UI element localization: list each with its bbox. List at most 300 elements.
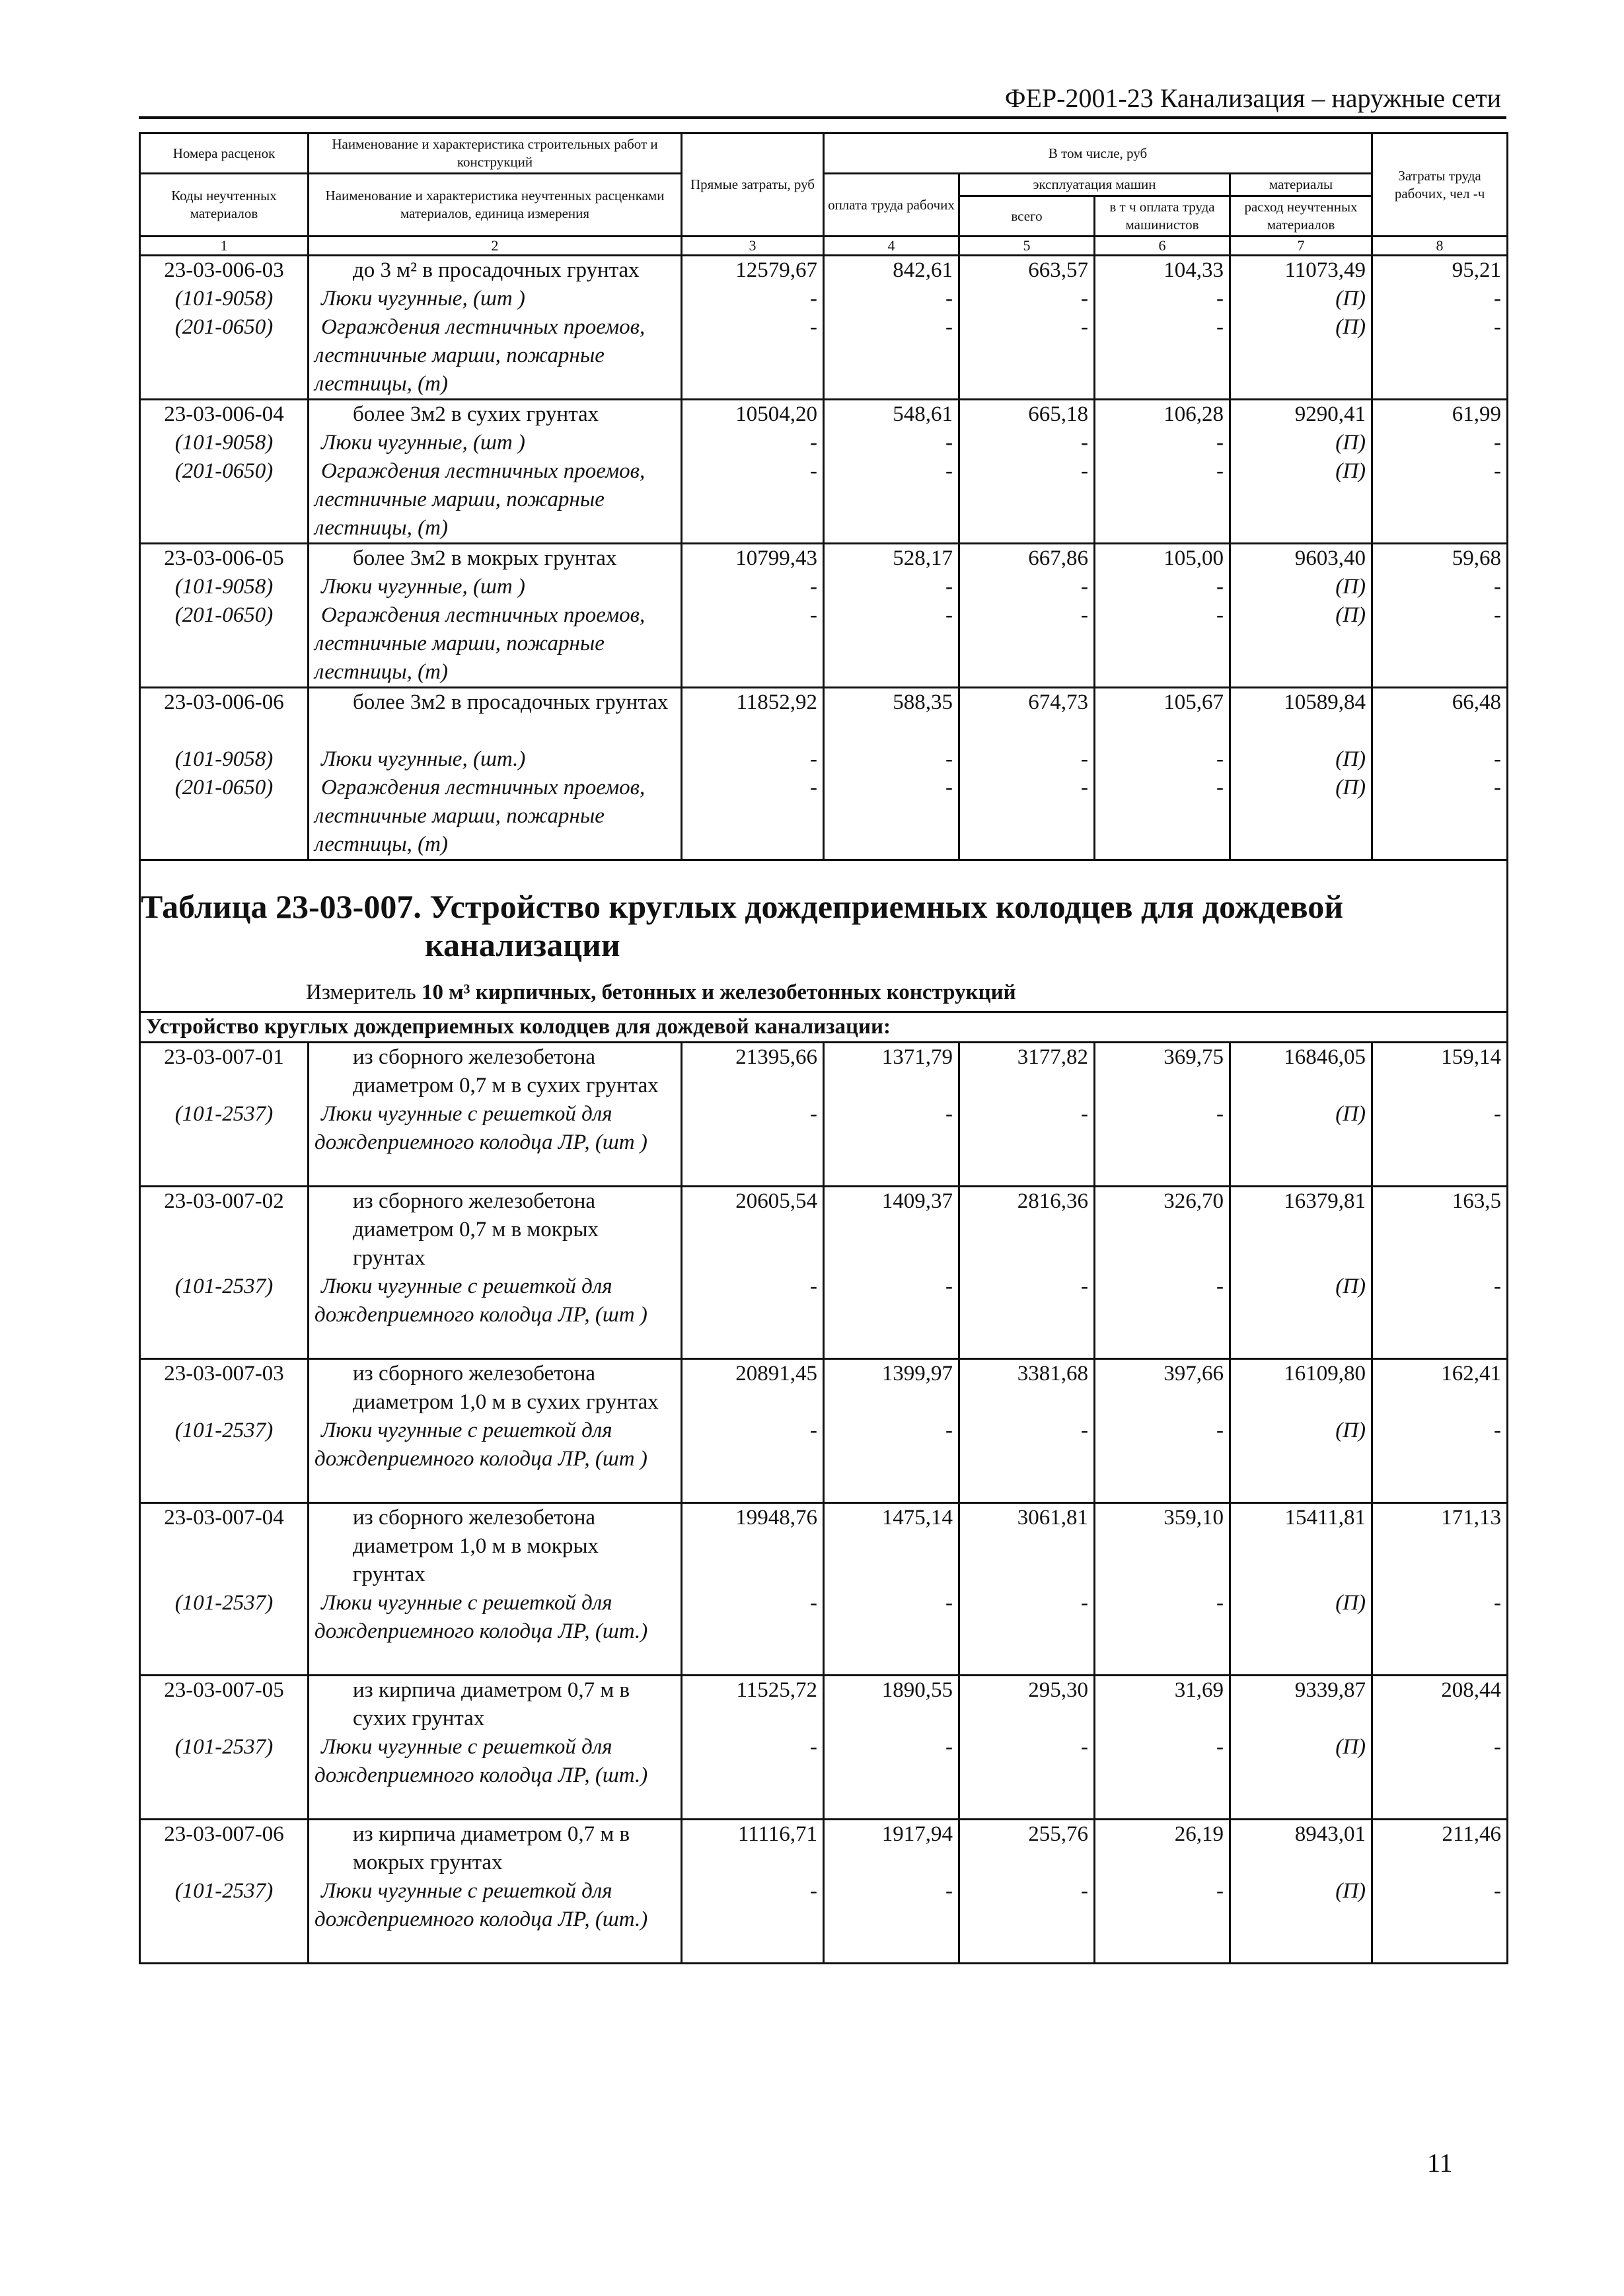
material-value: - (810, 1275, 817, 1298)
rate-code-cell (140, 688, 309, 860)
header-wages: оплата труда рабочих (824, 174, 959, 237)
column-numbers-row (140, 237, 1508, 256)
rate-value-cell (1372, 1820, 1508, 1964)
material-value: - (1494, 1735, 1502, 1759)
rate-value-cell (1230, 1187, 1372, 1359)
header-machine-ops: эксплуатация машин (959, 174, 1230, 196)
material-value: - (1216, 603, 1224, 627)
material-value: - (1494, 459, 1502, 483)
material-code: (101-9058) (174, 747, 274, 771)
header-mat-consumption: расход неучтенных материалов (1230, 196, 1372, 237)
table-title (141, 861, 1506, 964)
material-value: - (810, 1419, 817, 1442)
material-value: - (1081, 1591, 1088, 1615)
page-number: 11 (1427, 2148, 1453, 2178)
rate-value-cell (1095, 1820, 1230, 1964)
rate-name-cell (309, 544, 682, 688)
measure-text: 10 м³ кирпичных, бетонных и железобетонных конструкций (421, 981, 1016, 1004)
material-value: - (945, 315, 953, 339)
rate-value-cell (1095, 400, 1230, 544)
rate-value-cell (824, 1820, 959, 1964)
table-title-row (140, 860, 1508, 1012)
rate-value-cell (959, 1043, 1095, 1187)
rate-name: более 3м2 в просадочных грунтах (353, 690, 669, 714)
rate-value-cell (682, 1676, 824, 1820)
rate-value-cell (682, 1187, 824, 1359)
material-value: (П) (1335, 1735, 1366, 1759)
rate-value: 2816,36 (1017, 1189, 1088, 1213)
rate-value: 66,48 (1452, 690, 1502, 714)
rate-value: 171,13 (1441, 1506, 1502, 1530)
rate-value: 21395,66 (735, 1045, 817, 1069)
material-code: (101-2537) (174, 1275, 274, 1298)
material-value: - (1216, 315, 1224, 339)
header-rate-no: Номера расценок (140, 133, 309, 174)
header-direct-costs: Прямые затраты, руб (682, 133, 824, 237)
rate-value-cell (824, 544, 959, 688)
column-number: 4 (824, 237, 959, 256)
material-value: - (1216, 287, 1224, 311)
material-value: - (1494, 431, 1502, 455)
rate-value-cell (824, 688, 959, 860)
rate-code-cell (140, 1187, 309, 1359)
rate-value: 528,17 (893, 546, 953, 570)
material-name: Люки чугунные, (шт.) (321, 747, 526, 771)
material-value: - (945, 1591, 953, 1615)
rate-value-cell (1095, 1676, 1230, 1820)
rate-value: 10504,20 (735, 402, 817, 426)
rate-value: 104,33 (1163, 258, 1224, 282)
material-value: (П) (1335, 575, 1366, 599)
rate-value-cell (1372, 256, 1508, 400)
material-value: - (945, 603, 953, 627)
rate-name: из кирпича диаметром 0,7 м в сухих грунтах (353, 1678, 630, 1730)
rate-code-cell (140, 1503, 309, 1676)
table-row (140, 1043, 1508, 1187)
rate-value-cell (1230, 1043, 1372, 1187)
material-value: (П) (1335, 1591, 1366, 1615)
table-title-line2: канализации (425, 926, 620, 963)
material-value: - (1494, 287, 1502, 311)
material-value: - (1081, 1419, 1088, 1442)
material-value: - (1494, 1275, 1502, 1298)
rate-value: 163,5 (1452, 1189, 1502, 1213)
table-row (140, 1187, 1508, 1359)
material-value: - (810, 1102, 817, 1126)
material-value: - (810, 747, 817, 771)
material-code: (201-0650) (174, 315, 274, 339)
column-number: 3 (682, 237, 824, 256)
rate-name: из сборного железобетона диаметром 1,0 м в сухих грунтах (353, 1362, 659, 1414)
material-value: - (1494, 1419, 1502, 1442)
rate-value-cell (682, 1359, 824, 1503)
rate-value: 159,14 (1441, 1045, 1502, 1069)
rate-value: 665,18 (1028, 402, 1088, 426)
material-value: (П) (1335, 431, 1366, 455)
rate-value: 3381,68 (1017, 1362, 1088, 1386)
material-code: (101-9058) (174, 431, 274, 455)
rate-name-cell (309, 1503, 682, 1676)
material-value: - (1081, 1735, 1088, 1759)
material-value: - (1216, 575, 1224, 599)
material-value: - (1216, 1102, 1224, 1126)
rate-value: 208,44 (1441, 1678, 1502, 1702)
rate-value: 9290,41 (1294, 402, 1366, 426)
rate-value: 1890,55 (881, 1678, 953, 1702)
table-row (140, 1820, 1508, 1964)
material-name: Ограждения лестничных проемов, лестничные марши, пожарные лестницы, (т) (314, 459, 646, 540)
rate-value-cell (824, 1359, 959, 1503)
material-name: Люки чугунные с решеткой для дождеприемного колодца ЛР, (шт.) (314, 1735, 648, 1787)
rate-code-cell (140, 400, 309, 544)
rate-value-cell (1095, 688, 1230, 860)
section-title-row (140, 1012, 1508, 1043)
material-name: Люки чугунные, (шт ) (321, 287, 525, 311)
rate-value-cell (959, 1187, 1095, 1359)
rate-code: 23-03-007-04 (164, 1506, 284, 1530)
rate-value-cell (1230, 1503, 1372, 1676)
material-value: (П) (1335, 603, 1366, 627)
table-row (140, 1503, 1508, 1676)
measure-prefix: Измеритель (306, 981, 416, 1004)
rate-value: 20891,45 (735, 1362, 817, 1386)
material-value: (П) (1335, 747, 1366, 771)
material-value: (П) (1335, 776, 1366, 799)
rate-code-cell (140, 544, 309, 688)
material-value: - (1081, 1879, 1088, 1903)
rate-value: 11852,92 (736, 690, 817, 714)
rate-value-cell (1230, 1820, 1372, 1964)
rate-value: 16379,81 (1284, 1189, 1366, 1213)
measure-line (141, 964, 1506, 1011)
rate-name-cell (309, 400, 682, 544)
rate-value: 9339,87 (1294, 1678, 1366, 1702)
material-value: - (945, 1102, 953, 1126)
rate-code: 23-03-006-04 (164, 402, 284, 426)
material-name: Люки чугунные с решеткой для дождеприемного колодца ЛР, (шт.) (314, 1591, 648, 1643)
material-value: - (1216, 1275, 1224, 1298)
material-value: - (1081, 431, 1088, 455)
page-header-title: ФЕР-2001-23 Канализация – наружные сети (1004, 83, 1501, 113)
rate-value: 663,57 (1028, 258, 1088, 282)
rate-value-cell (1372, 400, 1508, 544)
rate-value: 255,76 (1028, 1822, 1088, 1846)
rate-value: 1917,94 (881, 1822, 953, 1846)
rate-value: 588,35 (893, 690, 953, 714)
material-value: - (1216, 1419, 1224, 1442)
rate-value-cell (1095, 1043, 1230, 1187)
rate-value-cell (1095, 544, 1230, 688)
rate-value-cell (1372, 688, 1508, 860)
rate-name: из сборного железобетона диаметром 1,0 м в мокрых грунтах (353, 1506, 599, 1586)
table-title-line1: Таблица 23-03-007. Устройство круглых дождеприемных колодцев для дождевой (141, 888, 1344, 925)
material-code: (201-0650) (174, 459, 274, 483)
material-value: - (1494, 776, 1502, 799)
rate-code-cell (140, 1676, 309, 1820)
material-code: (101-9058) (174, 287, 274, 311)
rate-value: 61,99 (1452, 402, 1502, 426)
table-row (140, 400, 1508, 544)
rate-value-cell (1095, 1187, 1230, 1359)
material-value: (П) (1335, 1419, 1366, 1442)
rate-name-cell (309, 1820, 682, 1964)
material-value: - (810, 776, 817, 799)
rate-name-cell (309, 256, 682, 400)
rate-code: 23-03-007-05 (164, 1678, 284, 1702)
material-name: Люки чугунные с решеткой для дождеприемного колодца ЛР, (шт ) (314, 1419, 647, 1471)
material-value: - (1216, 1735, 1224, 1759)
rate-code-cell (140, 1820, 309, 1964)
rate-value-cell (1230, 544, 1372, 688)
material-name: Ограждения лестничных проемов, лестничные марши, пожарные лестницы, (т) (314, 603, 646, 684)
rate-name-cell (309, 1043, 682, 1187)
rate-value-cell (1372, 1187, 1508, 1359)
rate-value-cell (1372, 544, 1508, 688)
page-header (139, 78, 1506, 119)
rate-value: 16109,80 (1284, 1362, 1366, 1386)
material-value: - (1081, 575, 1088, 599)
rate-value-cell (824, 400, 959, 544)
rate-value: 842,61 (893, 258, 953, 282)
material-value: - (945, 776, 953, 799)
header-name2: Наименование и характеристика неучтенных расценками материалов, единица измерения (309, 174, 682, 237)
rate-value: 59,68 (1452, 546, 1502, 570)
column-number: 5 (959, 237, 1095, 256)
rate-value: 674,73 (1028, 690, 1088, 714)
material-code: (201-0650) (174, 603, 274, 627)
rate-value: 11073,49 (1284, 258, 1366, 282)
rate-value: 667,86 (1028, 546, 1088, 570)
material-name: Ограждения лестничных проемов, лестничные марши, пожарные лестницы, (т) (314, 315, 646, 396)
material-value: - (810, 315, 817, 339)
rate-value-cell (1372, 1043, 1508, 1187)
material-value: - (1494, 575, 1502, 599)
rate-value-cell (1372, 1503, 1508, 1676)
material-value: - (1081, 1102, 1088, 1126)
material-value: - (1081, 603, 1088, 627)
rate-value: 369,75 (1163, 1045, 1224, 1069)
material-name: Люки чугунные с решеткой для дождеприемного колодца ЛР, (шт ) (314, 1275, 647, 1327)
rate-value: 162,41 (1441, 1362, 1502, 1386)
table-row (140, 1359, 1508, 1503)
rate-value-cell (959, 1676, 1095, 1820)
rate-value: 16846,05 (1284, 1045, 1366, 1069)
material-value: - (810, 431, 817, 455)
column-number: 8 (1372, 237, 1508, 256)
header-name: Наименование и характеристика строительных работ и конструкций (309, 133, 682, 174)
material-value: (П) (1335, 1879, 1366, 1903)
material-value: - (810, 459, 817, 483)
rate-value-cell (1372, 1359, 1508, 1503)
rate-value-cell (1230, 256, 1372, 400)
rate-value-cell (1230, 1676, 1372, 1820)
column-number: 1 (140, 237, 309, 256)
material-value: - (1216, 747, 1224, 771)
rate-name-cell (309, 688, 682, 860)
rate-value: 95,21 (1452, 258, 1502, 282)
material-value: - (810, 1879, 817, 1903)
rate-value-cell (959, 688, 1095, 860)
material-value: - (1216, 1879, 1224, 1903)
material-value: - (1081, 459, 1088, 483)
header-row-1 (140, 133, 1508, 174)
material-value: - (1494, 315, 1502, 339)
header-total: всего (959, 196, 1095, 237)
rate-code: 23-03-007-01 (164, 1045, 284, 1069)
rate-value: 26,19 (1174, 1822, 1224, 1846)
material-value: - (1216, 459, 1224, 483)
material-name: Люки чугунные с решеткой для дождеприемного колодца ЛР, (шт ) (314, 1102, 647, 1154)
rate-value: 3177,82 (1017, 1045, 1088, 1069)
rate-value-cell (682, 1503, 824, 1676)
rate-value-cell (1230, 688, 1372, 860)
material-value: - (1081, 315, 1088, 339)
material-value: - (1081, 1275, 1088, 1298)
rate-value: 295,30 (1028, 1678, 1088, 1702)
material-value: (П) (1335, 1102, 1366, 1126)
material-value: - (1216, 1591, 1224, 1615)
rate-value-cell (824, 1187, 959, 1359)
rate-code: 23-03-006-03 (164, 258, 284, 282)
header-incl: В том числе, руб (824, 133, 1372, 174)
rate-value: 548,61 (893, 402, 953, 426)
rate-value-cell (1230, 1359, 1372, 1503)
rate-value: 106,28 (1163, 402, 1224, 426)
rate-name-cell (309, 1359, 682, 1503)
rate-name: более 3м2 в сухих грунтах (353, 402, 599, 426)
rate-code-cell (140, 256, 309, 400)
material-value: (П) (1335, 1275, 1366, 1298)
material-value: - (945, 1735, 953, 1759)
rate-value-cell (959, 1503, 1095, 1676)
rate-value: 211,46 (1442, 1822, 1502, 1846)
material-value: - (810, 287, 817, 311)
table-row (140, 1676, 1508, 1820)
material-value: - (1081, 776, 1088, 799)
column-number: 6 (1095, 237, 1230, 256)
material-value: - (810, 603, 817, 627)
rate-value: 10589,84 (1284, 690, 1366, 714)
rate-value-cell (959, 544, 1095, 688)
rate-code: 23-03-007-02 (164, 1189, 284, 1213)
column-number: 7 (1230, 237, 1372, 256)
header-row-2 (140, 174, 1508, 196)
material-name: Люки чугунные, (шт ) (321, 575, 525, 599)
material-name: Люки чугунные с решеткой для дождеприемного колодца ЛР, (шт.) (314, 1879, 648, 1931)
material-name: Ограждения лестничных проемов, лестничные марши, пожарные лестницы, (т) (314, 776, 646, 856)
rate-value-cell (824, 1503, 959, 1676)
material-value: (П) (1335, 287, 1366, 311)
rate-value-cell (682, 400, 824, 544)
table-row (140, 256, 1508, 400)
rates-table (139, 132, 1508, 1964)
rate-value: 326,70 (1163, 1189, 1224, 1213)
rate-value-cell (682, 1043, 824, 1187)
material-value: - (1081, 747, 1088, 771)
material-value: - (1494, 1591, 1502, 1615)
material-value: - (1494, 1102, 1502, 1126)
rate-value-cell (1095, 256, 1230, 400)
material-value: - (1494, 747, 1502, 771)
rate-value-cell (824, 1676, 959, 1820)
rate-value-cell (824, 256, 959, 400)
section-title: Устройство круглых дождеприемных колодцев для дождевой канализации: (140, 1012, 1508, 1043)
material-code: (101-2537) (174, 1419, 274, 1442)
rate-value-cell (959, 400, 1095, 544)
material-value: (П) (1335, 315, 1366, 339)
rate-value: 11116,71 (737, 1822, 817, 1846)
rate-value: 1371,79 (881, 1045, 953, 1069)
material-value: - (945, 459, 953, 483)
rate-value: 31,69 (1174, 1678, 1224, 1702)
rate-code: 23-03-006-05 (164, 546, 284, 570)
material-value: - (1081, 287, 1088, 311)
header-labor: Затраты труда рабочих, чел -ч (1372, 133, 1508, 237)
rate-value: 397,66 (1163, 1362, 1224, 1386)
material-code: (201-0650) (174, 776, 274, 799)
rate-value: 1475,14 (881, 1506, 953, 1530)
material-code: (101-2537) (174, 1879, 274, 1903)
material-value: - (1216, 776, 1224, 799)
rate-code: 23-03-007-03 (164, 1362, 284, 1386)
material-value: - (1216, 431, 1224, 455)
rate-value: 1409,37 (881, 1189, 953, 1213)
material-value: - (945, 575, 953, 599)
rate-value: 20605,54 (735, 1189, 817, 1213)
rate-value: 11525,72 (736, 1678, 817, 1702)
rate-value-cell (682, 544, 824, 688)
rate-value: 15411,81 (1284, 1506, 1366, 1530)
rate-value: 105,67 (1163, 690, 1224, 714)
table-row (140, 688, 1508, 860)
table-row (140, 544, 1508, 688)
rate-name-cell (309, 1187, 682, 1359)
rate-code: 23-03-007-06 (164, 1822, 284, 1846)
rate-name: до 3 м² в просадочных грунтах (353, 258, 640, 282)
rate-name: из кирпича диаметром 0,7 м в мокрых грунтах (353, 1822, 630, 1874)
rate-value-cell (682, 688, 824, 860)
material-value: - (945, 287, 953, 311)
rate-value: 105,00 (1163, 546, 1224, 570)
rate-code: 23-03-006-06 (164, 690, 284, 714)
rate-name: из сборного железобетона диаметром 0,7 м в мокрых грунтах (353, 1189, 599, 1270)
material-value: - (945, 431, 953, 455)
rate-value-cell (959, 1359, 1095, 1503)
material-value: - (945, 1419, 953, 1442)
material-code: (101-9058) (174, 575, 274, 599)
rate-value-cell (1372, 1676, 1508, 1820)
rate-value: 9603,40 (1294, 546, 1366, 570)
column-number: 2 (309, 237, 682, 256)
rate-value-cell (682, 256, 824, 400)
rate-value-cell (1095, 1503, 1230, 1676)
material-value: - (945, 747, 953, 771)
material-value: (П) (1335, 459, 1366, 483)
rate-code-cell (140, 1043, 309, 1187)
header-materials: материалы (1230, 174, 1372, 196)
material-value: - (1494, 1879, 1502, 1903)
material-value: - (945, 1275, 953, 1298)
rate-value: 1399,97 (881, 1362, 953, 1386)
material-value: - (1494, 603, 1502, 627)
header-incl-wages: в т ч оплата труда машинистов (1095, 196, 1230, 237)
rate-value-cell (1095, 1359, 1230, 1503)
rate-code-cell (140, 1359, 309, 1503)
material-value: - (810, 1735, 817, 1759)
material-value: - (945, 1879, 953, 1903)
rate-value: 3061,81 (1017, 1506, 1088, 1530)
rate-name-cell (309, 1676, 682, 1820)
